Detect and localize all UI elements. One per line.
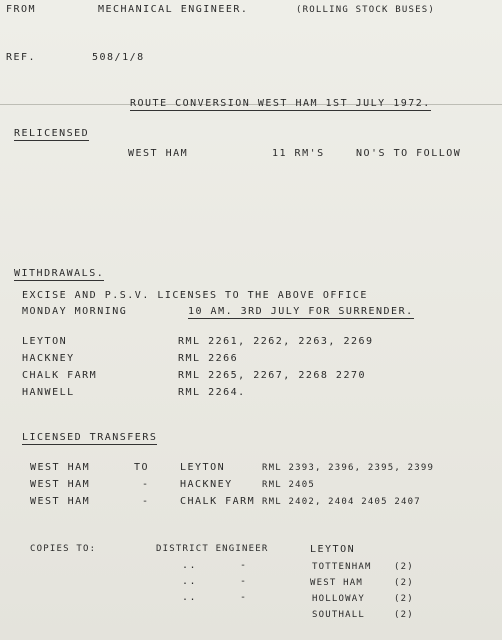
transfer-to-word: -: [142, 479, 150, 490]
withdrawals-line1: EXCISE AND P.S.V. LICENSES TO THE ABOVE OFFICE: [22, 290, 368, 301]
copies-place: SOUTHALL: [312, 610, 365, 620]
ditto-dash: -: [240, 592, 248, 603]
withdrawal-garage: HACKNEY: [22, 353, 75, 364]
ditto-dash: -: [240, 576, 248, 587]
ditto-dash: -: [240, 560, 248, 571]
relicensed-garage: WEST HAM: [128, 148, 189, 159]
ditto-mark: ..: [182, 576, 198, 587]
from-note: (ROLLING STOCK BUSES): [296, 5, 435, 15]
transfer-buses: RML 2393, 2396, 2395, 2399: [262, 463, 435, 473]
transfer-buses: RML 2402, 2404 2405 2407: [262, 497, 421, 507]
transfers-heading: LICENSED TRANSFERS: [22, 432, 158, 443]
copies-place: WEST HAM: [310, 578, 363, 588]
relicensed-count: 11 RM'S: [272, 148, 325, 159]
withdrawals-line2-a: MONDAY MORNING: [22, 306, 128, 317]
transfer-from: WEST HAM: [30, 496, 91, 507]
ditto-mark: ..: [182, 592, 198, 603]
transfer-to-word: TO: [134, 462, 150, 473]
withdrawal-buses: RML 2261, 2262, 2263, 2269: [178, 336, 374, 347]
withdrawals-heading: WITHDRAWALS.: [14, 268, 105, 279]
withdrawal-garage: CHALK FARM: [22, 370, 98, 381]
withdrawals-line2-b: 10 AM. 3RD JULY FOR SURRENDER.: [188, 306, 414, 317]
relicensed-heading: RELICENSED: [14, 128, 90, 139]
transfer-dest: HACKNEY: [180, 479, 233, 490]
ref-label: REF.: [6, 52, 37, 63]
withdrawal-buses: RML 2265, 2267, 2268 2270: [178, 370, 367, 381]
copies-recipient: DISTRICT ENGINEER: [156, 544, 269, 554]
from-value: MECHANICAL ENGINEER.: [98, 4, 249, 15]
ditto-mark: ..: [182, 560, 198, 571]
copies-place: TOTTENHAM: [312, 562, 372, 572]
transfer-from: WEST HAM: [30, 462, 91, 473]
transfer-dest: LEYTON: [180, 462, 226, 473]
transfer-to-word: -: [142, 496, 150, 507]
memo-title: ROUTE CONVERSION WEST HAM 1ST JULY 1972.: [130, 98, 431, 109]
copies-count: (2): [394, 594, 414, 604]
copies-label: COPIES TO:: [30, 544, 97, 554]
withdrawal-buses: RML 2264.: [178, 387, 246, 398]
relicensed-note: NO'S TO FOLLOW: [356, 148, 462, 159]
from-label: FROM: [6, 4, 37, 15]
copies-count: (2): [394, 578, 414, 588]
copies-place: HOLLOWAY: [312, 594, 365, 604]
transfer-from: WEST HAM: [30, 479, 91, 490]
withdrawal-garage: LEYTON: [22, 336, 68, 347]
copies-count: (2): [394, 610, 414, 620]
withdrawal-buses: RML 2266: [178, 353, 239, 364]
copies-count: (2): [394, 562, 414, 572]
transfer-buses: RML 2405: [262, 480, 315, 490]
copies-place: LEYTON: [310, 544, 356, 555]
transfer-dest: CHALK FARM: [180, 496, 256, 507]
ref-value: 508/1/8: [92, 52, 145, 63]
withdrawal-garage: HANWELL: [22, 387, 75, 398]
